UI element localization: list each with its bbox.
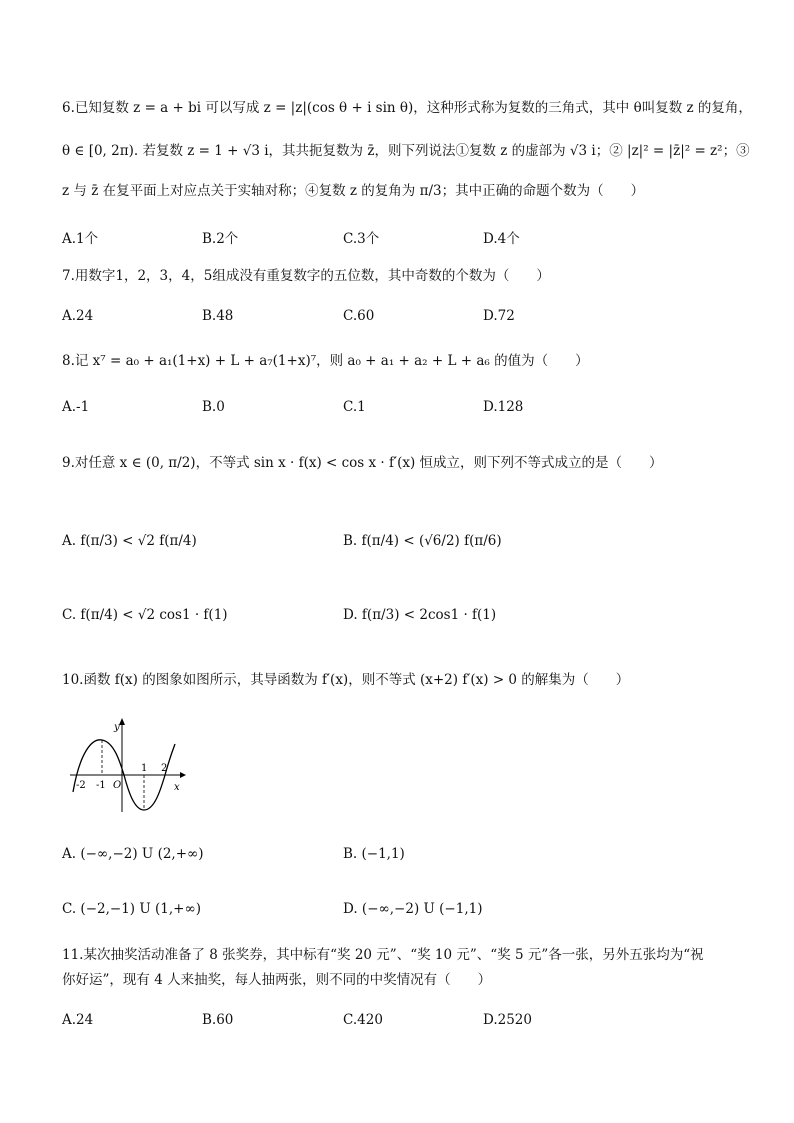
q8-option-a: A.-1 (62, 399, 90, 415)
q6-option-b: B.2个 (202, 231, 239, 247)
q6-line-2: θ ∈ [0, 2π). 若复数 z = 1 + √3 i，其共扼复数为 z̄，则下列说法①复数 z 的虚部为 √3 i；② |z|² = |z̄|² = z²；③ (62, 143, 750, 159)
q11-option-c: C.420 (343, 1012, 383, 1028)
q6-line-3: z 与 z̄ 在复平面上对应点关于实轴对称；④复数 z 的复角为 π/3；其中正确的命题个数为（ ） (62, 183, 645, 199)
q9-option-b: B. f(π/4) < (√6/2) f(π/6) (343, 533, 502, 549)
q6-line-1: 6.已知复数 z = a + bi 可以写成 z = |z|(cos θ + i sin θ)，这种形式称为复数的三角式，其中 θ叫复数 z 的复角， (62, 100, 752, 116)
q10-option-a: A. (−∞,−2) U (2,+∞) (62, 846, 204, 862)
q11-option-b: B.60 (202, 1012, 234, 1028)
q9-line-1: 9.对任意 x ∈ (0, π/2)，不等式 sin x · f(x) < cos x · f′(x) 恒成立，则下列不等式成立的是（ ） (62, 455, 663, 471)
q10-option-c: C. (−2,−1) U (1,+∞) (62, 901, 201, 917)
q10-function-graph (62, 712, 192, 822)
tick-label-1: 1 (141, 763, 148, 774)
q11-option-d: D.2520 (483, 1012, 532, 1028)
tick-label-neg2: -2 (76, 780, 86, 791)
x-axis-label: x (174, 782, 180, 793)
q7-option-c: C.60 (343, 308, 375, 324)
q8-line-1: 8.记 x⁷ = a₀ + a₁(1+x) + L + a₇(1+x)⁷，则 a₀ + a₁ + a₂ + L + a₆ 的值为（ ） (62, 353, 589, 369)
q8-option-d: D.128 (483, 399, 524, 415)
q9-option-c: C. f(π/4) < √2 cos1 · f(1) (62, 607, 228, 623)
q6-option-c: C.3个 (343, 231, 380, 247)
origin-label: O (113, 780, 122, 791)
q9-option-d: D. f(π/3) < 2cos1 · f(1) (343, 607, 497, 623)
q10-option-b: B. (−1,1) (343, 846, 405, 862)
tick-label-neg1: -1 (96, 780, 106, 791)
q7-line-1: 7.用数字1，2，3，4，5组成没有重复数字的五位数，其中奇数的个数为（ ） (62, 268, 550, 284)
q11-line-2: 你好运”，现有 4 人来抽奖，每人抽两张，则不同的中奖情况有（ ） (62, 972, 492, 988)
q11-option-a: A.24 (62, 1012, 94, 1028)
q8-option-b: B.0 (202, 399, 225, 415)
q8-option-c: C.1 (343, 399, 366, 415)
q10-line-1: 10.函数 f(x) 的图象如图所示，其导函数为 f′(x)，则不等式 (x+2) f′(x) > 0 的解集为（ ） (62, 672, 630, 688)
q6-option-a: A.1个 (62, 231, 99, 247)
q7-option-b: B.48 (202, 308, 234, 324)
q7-option-a: A.24 (62, 308, 94, 324)
q9-option-a: A. f(π/3) < √2 f(π/4) (62, 533, 197, 549)
q10-option-d: D. (−∞,−2) U (−1,1) (343, 901, 483, 917)
y-axis-arrow-icon (119, 718, 125, 725)
x-axis-arrow-icon (180, 772, 186, 778)
q11-line-1: 11.某次抽奖活动准备了 8 张奖券，其中标有“奖 20 元”、“奖 10 元”、“奖 5 元”各一张，另外五张均为“祝 (62, 947, 704, 963)
y-axis-label: y (114, 722, 120, 733)
tick-label-2: 2 (161, 763, 168, 774)
q7-option-d: D.72 (483, 308, 515, 324)
q6-option-d: D.4个 (483, 231, 520, 247)
